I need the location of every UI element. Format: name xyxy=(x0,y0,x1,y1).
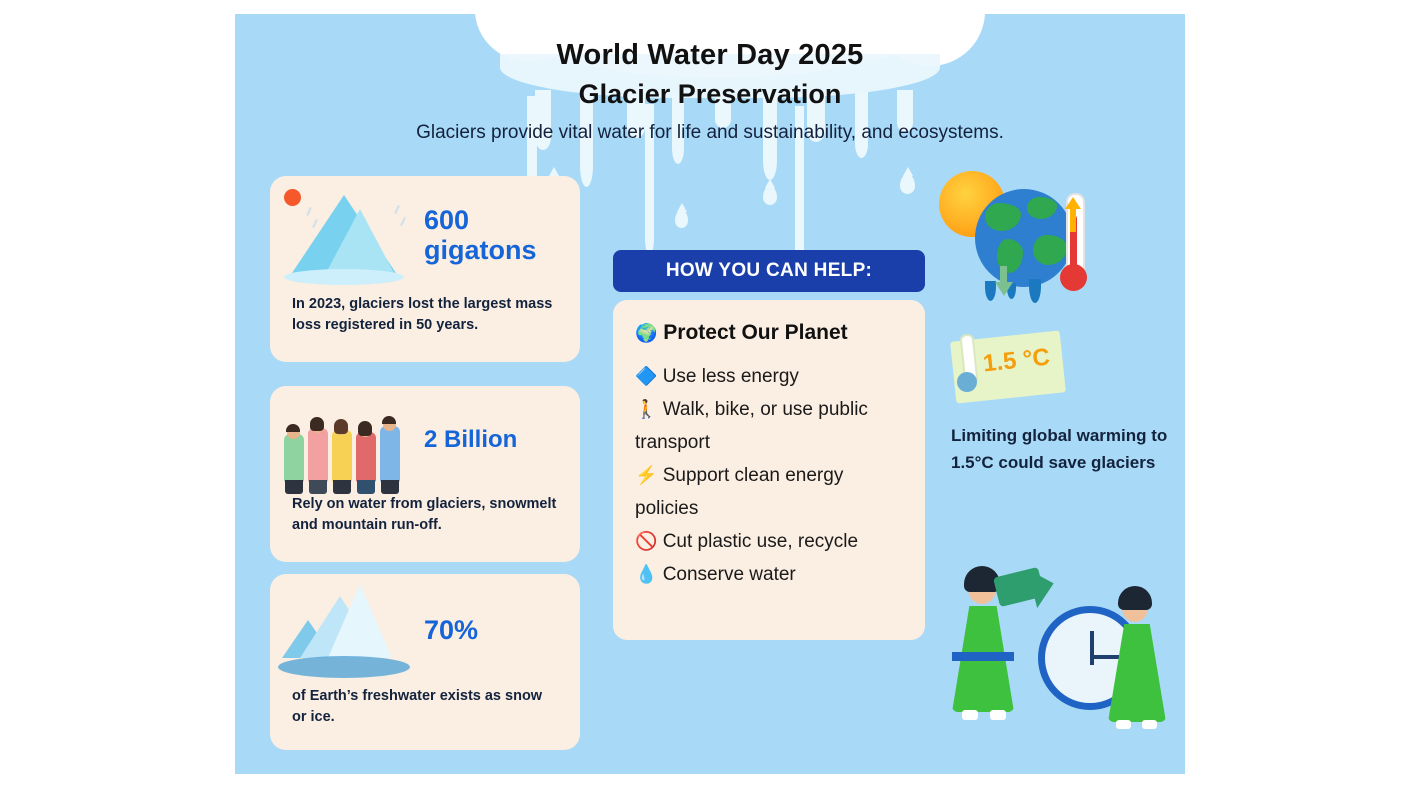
walking-person-icon: 🚶 xyxy=(635,399,658,419)
stat-value-line1: 2 Billion xyxy=(424,426,518,453)
help-panel-body xyxy=(613,300,925,640)
help-item-label: Conserve water xyxy=(662,564,796,585)
stat-card-top xyxy=(270,386,580,494)
stat-value-line1: 70% xyxy=(424,615,479,645)
infographic-poster xyxy=(235,14,1185,774)
stat-card-top xyxy=(270,176,580,294)
help-item xyxy=(635,360,903,393)
stat-caption: of Earth’s freshwater exists as snow or ice. xyxy=(292,688,543,725)
page-subtitle-title: Glacier Preservation xyxy=(578,79,842,109)
belt-shape xyxy=(952,652,1014,661)
page-title: World Water Day 2025 xyxy=(556,39,864,71)
stat-card-glacier-mass xyxy=(270,176,580,362)
earth-globe-icon: 🌍 xyxy=(635,323,658,343)
stat-value-line1: 600 xyxy=(424,205,470,235)
poster-header xyxy=(235,36,1185,146)
help-item-label: Support clean energy policies xyxy=(635,465,844,519)
water-drop-icon: 💧 xyxy=(635,564,658,584)
stat-card-freshwater xyxy=(270,574,580,750)
help-item xyxy=(635,393,903,459)
lightning-bolt-icon: ⚡ xyxy=(635,465,658,485)
blue-diamond-icon: 🔷 xyxy=(635,366,658,386)
stat-card-population xyxy=(270,386,580,562)
iceberg-icon xyxy=(270,574,420,686)
thermometer-bulb xyxy=(1060,264,1087,291)
globe-icon xyxy=(975,189,1073,287)
warming-statement: Limiting global warming to 1.5°C could save glaciers xyxy=(951,426,1168,472)
stat-value-group xyxy=(420,205,537,265)
help-panel-title xyxy=(635,318,903,348)
megaphone-cone-icon xyxy=(1027,564,1058,608)
stat-value-line2: gigatons xyxy=(424,235,537,265)
temperature-label: 1.5 °C xyxy=(981,343,1052,378)
glacier-mountain-icon xyxy=(270,179,420,291)
up-arrow-icon xyxy=(1070,208,1076,232)
stat-caption: In 2023, glaciers lost the largest mass loss registered in 50 years. xyxy=(292,296,553,333)
stat-caption: Rely on water from glaciers, snowmelt and mountain run-off. xyxy=(292,496,557,533)
water-droplet-icon xyxy=(900,174,915,194)
help-item-label: Use less energy xyxy=(662,366,799,387)
thermometer-mini-bulb xyxy=(957,372,977,392)
down-arrow-head-icon xyxy=(995,282,1013,296)
help-item xyxy=(635,558,903,591)
stat-value-group xyxy=(420,425,517,455)
stat-value-group xyxy=(420,615,478,645)
people-group-icon xyxy=(270,384,420,496)
water-droplet-icon xyxy=(763,186,777,205)
activists-with-clock-icon xyxy=(940,544,1180,744)
help-item-label: Walk, bike, or use public transport xyxy=(635,399,868,453)
up-arrow-head-icon xyxy=(1065,197,1081,209)
help-panel-title-text: Protect Our Planet xyxy=(663,321,848,344)
help-panel-header: HOW YOU CAN HELP: xyxy=(613,250,925,292)
no-plastic-icon: 🚫 xyxy=(635,531,658,551)
help-item xyxy=(635,459,903,525)
water-droplet-icon xyxy=(675,210,688,228)
help-item xyxy=(635,525,903,558)
help-item-label: Cut plastic use, recycle xyxy=(662,531,859,552)
earth-melting-icon xyxy=(935,169,1135,314)
stat-card-top xyxy=(270,574,580,686)
melt-drop-icon xyxy=(1029,279,1041,303)
page-tagline: Glaciers provide vital water for life and sustainability, and ecosystems. xyxy=(416,122,1004,143)
